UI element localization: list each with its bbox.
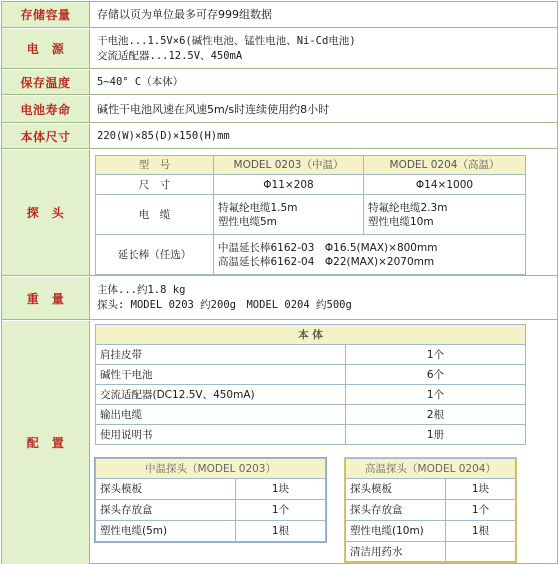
probe-cable-0203 — [214, 195, 364, 235]
row-label-temperature: 保存温度 — [2, 70, 90, 94]
row-storage — [2, 2, 557, 28]
item-qty: 1根 — [446, 521, 516, 542]
item-qty — [446, 542, 516, 562]
item-name: 使用说明书 — [96, 425, 346, 445]
row-weight — [2, 277, 557, 320]
high-probe-accessories-table — [345, 458, 516, 562]
row-power — [2, 29, 557, 69]
item-name: 探头模板 — [346, 479, 446, 500]
probe-extension-value — [214, 235, 526, 275]
probe-table — [95, 155, 526, 275]
cable-line: 塑性电缆5m — [218, 215, 277, 228]
probe-size-label: 尺 寸 — [96, 175, 214, 195]
weight-line: 探头: MODEL 0203 约200g MODEL 0204 约500g — [97, 299, 352, 311]
table-row — [96, 479, 326, 500]
item-qty: 6个 — [346, 365, 526, 385]
body-title-row — [96, 325, 526, 345]
row-label-size: 本体尺寸 — [2, 124, 90, 148]
probe-cable-row — [96, 195, 526, 235]
size-value: 220(W)×85(D)×150(H)mm — [97, 129, 230, 142]
storage-value: 存储以页为单位最多可存999组数据 — [97, 8, 272, 21]
body-title: 本 体 — [96, 325, 526, 345]
table-row — [96, 405, 526, 425]
row-size — [2, 124, 557, 149]
probe-extension-label: 延长棒（任选） — [96, 235, 214, 275]
cable-line: 塑性电缆10m — [368, 215, 434, 228]
table-row — [96, 425, 526, 445]
high-probe-title: 高温探头（MODEL 0204） — [346, 459, 516, 479]
weight-value — [91, 277, 557, 319]
mid-probe-title: 中温探头（MODEL 0203） — [96, 459, 326, 479]
spec-table — [1, 1, 558, 564]
item-qty: 1个 — [236, 500, 326, 521]
item-qty: 1块 — [236, 479, 326, 500]
probe-size-0204: Φ14×1000 — [364, 175, 526, 195]
item-qty: 1册 — [346, 425, 526, 445]
probe-header-0203: MODEL 0203（中温） — [214, 156, 364, 175]
probe-size-row — [96, 175, 526, 195]
table-row — [96, 345, 526, 365]
table-row — [346, 542, 516, 562]
mid-probe-accessories-table — [95, 458, 326, 542]
probe-header-0204: MODEL 0204（高温） — [364, 156, 526, 175]
probe-header-model: 型 号 — [96, 156, 214, 175]
probe-cable-label: 电 缆 — [96, 195, 214, 235]
temperature-value: 5~40° C（本体） — [97, 75, 184, 88]
power-line: 干电池...1.5V×6(碱性电池、锰性电池、Ni-Cd电池) — [97, 34, 356, 47]
body-contents-table — [95, 324, 526, 445]
high-title-row — [346, 459, 516, 479]
item-qty: 1个 — [346, 345, 526, 365]
probe-header-row — [96, 156, 526, 175]
item-name: 交流适配器(DC12.5V、450mA) — [96, 385, 346, 405]
item-qty: 1根 — [236, 521, 326, 542]
item-name: 输出电缆 — [96, 405, 346, 425]
table-row — [96, 385, 526, 405]
item-name: 探头存放盒 — [346, 500, 446, 521]
mid-title-row — [96, 459, 326, 479]
probe-extension-row — [96, 235, 526, 275]
table-row — [346, 521, 516, 542]
table-row — [96, 365, 526, 385]
cable-line: 特氟纶电缆1.5m — [218, 201, 298, 214]
probe-size-0203: Φ11×208 — [214, 175, 364, 195]
extension-line: 中温延长棒6162-03 Φ16.5(MAX)×800mm — [218, 241, 438, 254]
row-temperature — [2, 70, 557, 95]
row-label-config: 配 置 — [2, 321, 90, 564]
row-label-battery: 电池寿命 — [2, 96, 90, 122]
battery-value: 碱性干电池风速在风速5m/s时连续使用约8小时 — [97, 102, 330, 116]
cable-line: 特氟纶电缆2.3m — [368, 201, 448, 214]
item-name: 肩挂皮带 — [96, 345, 346, 365]
item-qty: 1块 — [446, 479, 516, 500]
row-label-storage: 存储容量 — [2, 2, 90, 27]
table-row — [96, 521, 326, 542]
extension-line: 高温延长棒6162-04 Φ22(MAX)×2070mm — [218, 255, 435, 268]
item-name: 碱性干电池 — [96, 365, 346, 385]
item-qty: 1个 — [346, 385, 526, 405]
item-name: 清洁用药水 — [346, 542, 446, 562]
weight-line: 主体...约1.8 kg — [97, 284, 186, 296]
power-line: 交流适配器...12.5V、450mA — [97, 49, 243, 62]
item-qty: 2根 — [346, 405, 526, 425]
probe-cable-0204 — [364, 195, 526, 235]
table-row — [346, 479, 516, 500]
power-value — [91, 29, 557, 68]
item-name: 探头模板 — [96, 479, 236, 500]
item-qty: 1个 — [446, 500, 516, 521]
table-row — [96, 500, 326, 521]
table-row — [346, 500, 516, 521]
row-label-weight: 重 量 — [2, 277, 90, 319]
item-name: 塑性电缆(10m) — [346, 521, 446, 542]
row-battery — [2, 96, 557, 123]
item-name: 塑性电缆(5m) — [96, 521, 236, 542]
item-name: 探头存放盒 — [96, 500, 236, 521]
row-label-power: 电 源 — [2, 29, 90, 68]
row-label-probe: 探 头 — [2, 150, 90, 275]
